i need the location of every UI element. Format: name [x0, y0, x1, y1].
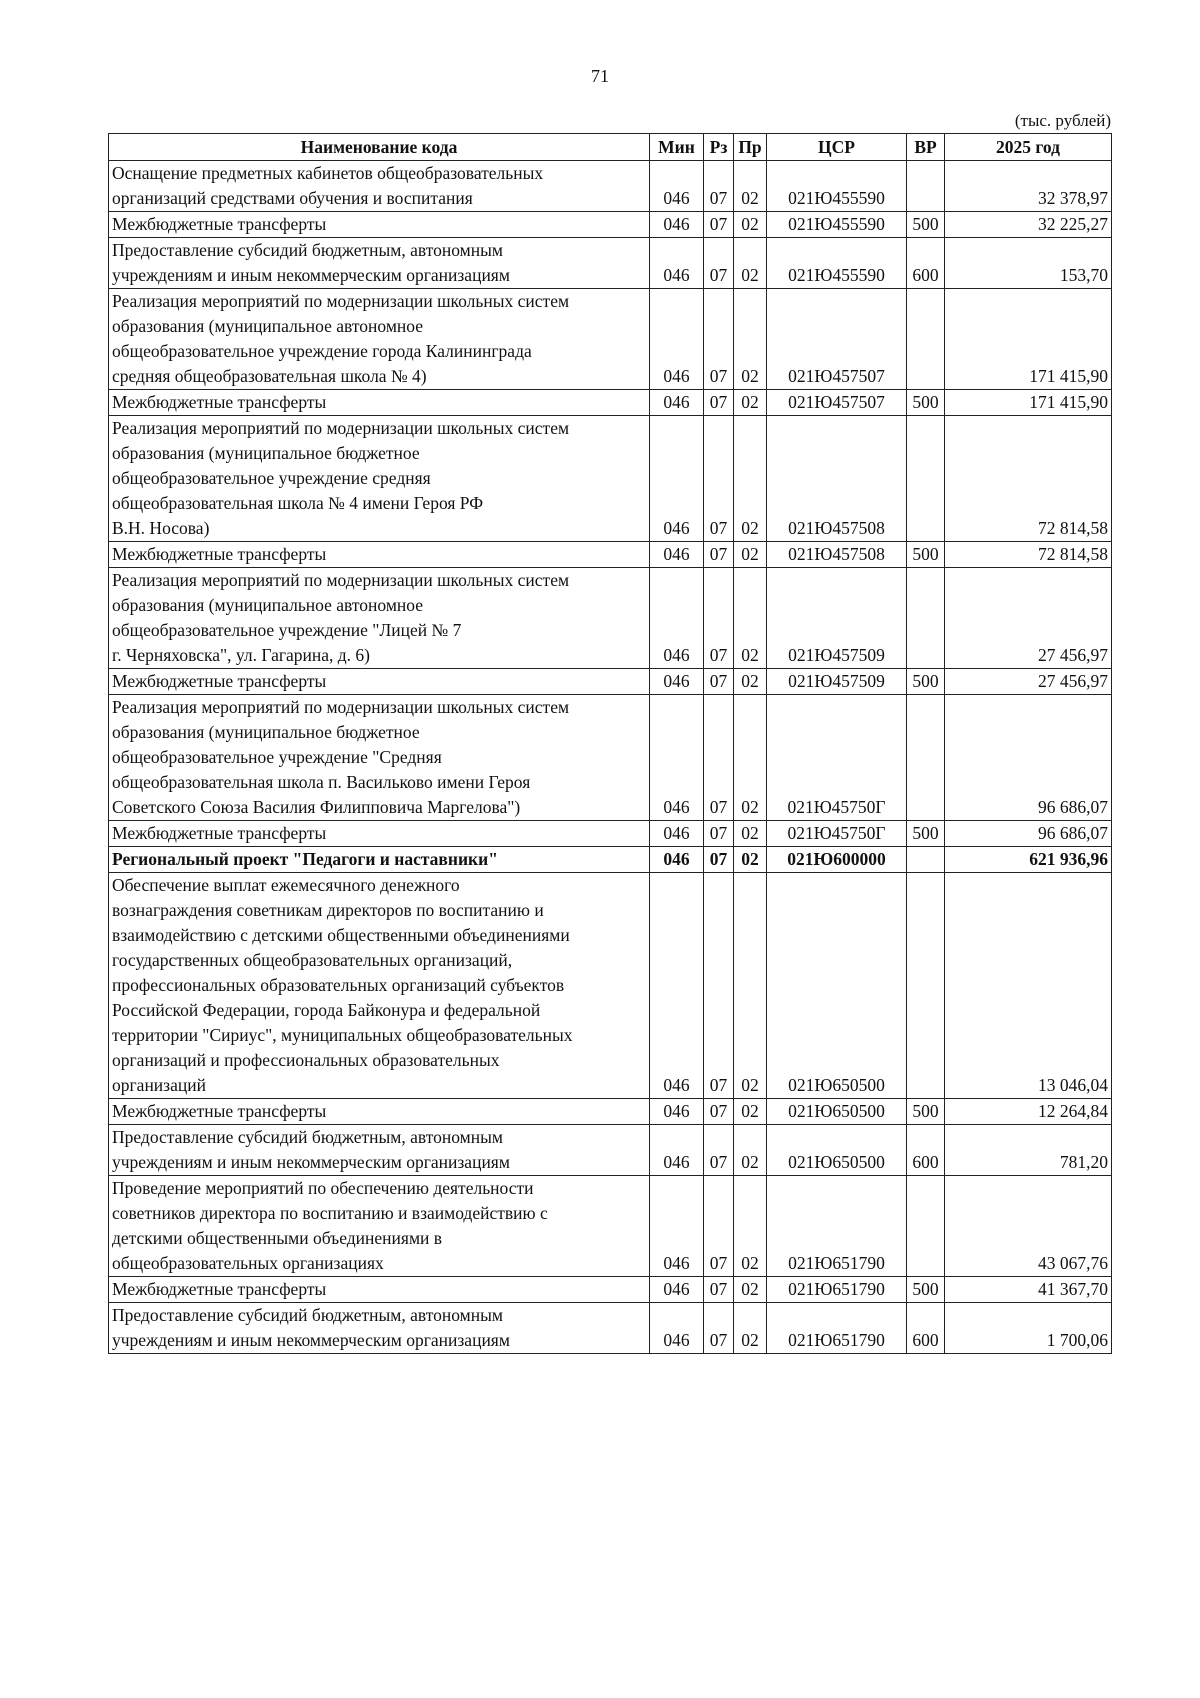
cell-pr: 02 [734, 1176, 767, 1277]
cell-rz: 07 [704, 669, 734, 695]
cell-min: 046 [650, 695, 704, 821]
cell-min: 046 [650, 821, 704, 847]
cell-amount: 32 225,27 [945, 212, 1112, 238]
cell-name: Реализация мероприятий по модернизации школьных систем образования (муниципальное автономное общеобразовательное учреждение "Лицей № 7 г. Черняховска", ул. Гагарина, д. 6) [109, 568, 650, 669]
cell-csr: 021Ю45750Г [767, 695, 907, 821]
cell-amount: 32 378,97 [945, 161, 1112, 212]
cell-amount: 13 046,04 [945, 873, 1112, 1099]
table-row [109, 416, 1112, 542]
cell-rz: 07 [704, 416, 734, 542]
cell-pr: 02 [734, 1125, 767, 1176]
cell-amount: 171 415,90 [945, 289, 1112, 390]
header-pr: Пр [734, 134, 767, 161]
cell-name: Предоставление субсидий бюджетным, автономным учреждениям и иным некоммерческим организациям [109, 238, 650, 289]
table-row [109, 1176, 1112, 1277]
cell-pr: 02 [734, 1303, 767, 1354]
cell-rz: 07 [704, 695, 734, 821]
cell-amount: 72 814,58 [945, 542, 1112, 568]
cell-amount: 781,20 [945, 1125, 1112, 1176]
cell-min: 046 [650, 669, 704, 695]
cell-pr: 02 [734, 212, 767, 238]
cell-min: 046 [650, 847, 704, 873]
cell-vr [907, 289, 945, 390]
cell-csr: 021Ю457509 [767, 669, 907, 695]
cell-rz: 07 [704, 847, 734, 873]
cell-vr: 500 [907, 669, 945, 695]
cell-rz: 07 [704, 821, 734, 847]
cell-amount: 12 264,84 [945, 1099, 1112, 1125]
cell-name: Обеспечение выплат ежемесячного денежного вознаграждения советникам директоров по воспитанию и взаимодействию с детскими общественными объединениями государственных общеобразовательных организаций, профессиональных образовательных организаций субъектов Российской Федерации, города Байконура и федеральной территории "Сириус", муниципальных общеобразовательных организаций и профессиональных образовательных организаций [109, 873, 650, 1099]
cell-amount: 171 415,90 [945, 390, 1112, 416]
cell-csr: 021Ю455590 [767, 161, 907, 212]
cell-rz: 07 [704, 238, 734, 289]
table-row [109, 873, 1112, 1099]
cell-name: Реализация мероприятий по модернизации школьных систем образования (муниципальное бюджетное общеобразовательное учреждение "Средняя общеобразовательная школа п. Васильково имени Героя Советского Союза Василия Филипповича Маргелова") [109, 695, 650, 821]
cell-amount: 41 367,70 [945, 1277, 1112, 1303]
cell-csr: 021Ю455590 [767, 212, 907, 238]
cell-min: 046 [650, 161, 704, 212]
cell-csr: 021Ю600000 [767, 847, 907, 873]
cell-name: Оснащение предметных кабинетов общеобразовательных организаций средствами обучения и воспитания [109, 161, 650, 212]
cell-pr: 02 [734, 542, 767, 568]
cell-rz: 07 [704, 289, 734, 390]
cell-vr [907, 847, 945, 873]
cell-rz: 07 [704, 1099, 734, 1125]
cell-rz: 07 [704, 390, 734, 416]
cell-min: 046 [650, 568, 704, 669]
cell-min: 046 [650, 1099, 704, 1125]
cell-min: 046 [650, 238, 704, 289]
cell-amount: 27 456,97 [945, 669, 1112, 695]
header-rz: Рз [704, 134, 734, 161]
cell-name: Предоставление субсидий бюджетным, автономным учреждениям и иным некоммерческим организациям [109, 1303, 650, 1354]
cell-vr [907, 568, 945, 669]
cell-min: 046 [650, 873, 704, 1099]
cell-name: Межбюджетные трансферты [109, 1277, 650, 1303]
table-row [109, 1099, 1112, 1125]
units-label: (тыс. рублей) [1014, 111, 1111, 130]
cell-csr: 021Ю457507 [767, 390, 907, 416]
table-row [109, 821, 1112, 847]
header-csr: ЦСР [767, 134, 907, 161]
cell-vr [907, 161, 945, 212]
cell-rz: 07 [704, 1125, 734, 1176]
cell-csr: 021Ю455590 [767, 238, 907, 289]
page-number: 71 [591, 66, 609, 86]
cell-pr: 02 [734, 695, 767, 821]
cell-vr: 500 [907, 1277, 945, 1303]
cell-pr: 02 [734, 416, 767, 542]
cell-pr: 02 [734, 669, 767, 695]
cell-vr [907, 695, 945, 821]
cell-rz: 07 [704, 1277, 734, 1303]
cell-vr [907, 1176, 945, 1277]
cell-min: 046 [650, 542, 704, 568]
cell-pr: 02 [734, 821, 767, 847]
cell-name: Межбюджетные трансферты [109, 821, 650, 847]
cell-name: Межбюджетные трансферты [109, 390, 650, 416]
cell-min: 046 [650, 1277, 704, 1303]
table-row [109, 669, 1112, 695]
cell-csr: 021Ю457509 [767, 568, 907, 669]
cell-amount: 621 936,96 [945, 847, 1112, 873]
cell-vr: 600 [907, 1303, 945, 1354]
cell-amount: 96 686,07 [945, 695, 1112, 821]
cell-min: 046 [650, 289, 704, 390]
table-row [109, 289, 1112, 390]
cell-name: Межбюджетные трансферты [109, 212, 650, 238]
cell-amount: 153,70 [945, 238, 1112, 289]
table-row [109, 161, 1112, 212]
table-body [109, 161, 1112, 1354]
header-year: 2025 год [945, 134, 1112, 161]
cell-vr [907, 873, 945, 1099]
cell-pr: 02 [734, 390, 767, 416]
cell-rz: 07 [704, 568, 734, 669]
table-row [109, 212, 1112, 238]
cell-csr: 021Ю651790 [767, 1176, 907, 1277]
cell-pr: 02 [734, 289, 767, 390]
cell-name: Межбюджетные трансферты [109, 669, 650, 695]
cell-min: 046 [650, 212, 704, 238]
cell-pr: 02 [734, 1099, 767, 1125]
cell-csr: 021Ю457508 [767, 542, 907, 568]
cell-pr: 02 [734, 847, 767, 873]
cell-amount: 96 686,07 [945, 821, 1112, 847]
cell-amount: 43 067,76 [945, 1176, 1112, 1277]
cell-csr: 021Ю457508 [767, 416, 907, 542]
table-row [109, 847, 1112, 873]
cell-rz: 07 [704, 161, 734, 212]
cell-name: Реализация мероприятий по модернизации школьных систем образования (муниципальное автономное общеобразовательное учреждение города Калининграда средняя общеобразовательная школа № 4) [109, 289, 650, 390]
cell-name: Предоставление субсидий бюджетным, автономным учреждениям и иным некоммерческим организациям [109, 1125, 650, 1176]
cell-min: 046 [650, 390, 704, 416]
table-header-row [109, 134, 1112, 161]
table-row [109, 1277, 1112, 1303]
cell-amount: 27 456,97 [945, 568, 1112, 669]
cell-vr: 500 [907, 821, 945, 847]
cell-pr: 02 [734, 568, 767, 669]
cell-rz: 07 [704, 1303, 734, 1354]
cell-rz: 07 [704, 873, 734, 1099]
cell-csr: 021Ю651790 [767, 1303, 907, 1354]
table-row [109, 238, 1112, 289]
cell-amount: 72 814,58 [945, 416, 1112, 542]
cell-pr: 02 [734, 161, 767, 212]
cell-csr: 021Ю651790 [767, 1277, 907, 1303]
cell-min: 046 [650, 1303, 704, 1354]
cell-vr: 500 [907, 542, 945, 568]
cell-name: Межбюджетные трансферты [109, 542, 650, 568]
table-row [109, 542, 1112, 568]
cell-vr: 600 [907, 1125, 945, 1176]
cell-vr: 600 [907, 238, 945, 289]
cell-min: 046 [650, 1176, 704, 1277]
table-row [109, 568, 1112, 669]
header-min: Мин [650, 134, 704, 161]
cell-rz: 07 [704, 1176, 734, 1277]
budget-table [108, 133, 1112, 1354]
cell-min: 046 [650, 1125, 704, 1176]
cell-vr [907, 416, 945, 542]
cell-csr: 021Ю650500 [767, 1125, 907, 1176]
table-row [109, 695, 1112, 821]
cell-rz: 07 [704, 212, 734, 238]
table-row [109, 1303, 1112, 1354]
cell-vr: 500 [907, 390, 945, 416]
table-row [109, 390, 1112, 416]
table-row [109, 1125, 1112, 1176]
cell-name: Региональный проект "Педагоги и наставники" [109, 847, 650, 873]
cell-csr: 021Ю650500 [767, 1099, 907, 1125]
cell-pr: 02 [734, 1277, 767, 1303]
cell-min: 046 [650, 416, 704, 542]
cell-name: Проведение мероприятий по обеспечению деятельности советников директора по воспитанию и взаимодействию с детскими общественными объединениями в общеобразовательных организациях [109, 1176, 650, 1277]
cell-vr: 500 [907, 1099, 945, 1125]
cell-rz: 07 [704, 542, 734, 568]
cell-name: Реализация мероприятий по модернизации школьных систем образования (муниципальное бюджетное общеобразовательное учреждение средняя общеобразовательная школа № 4 имени Героя РФ В.Н. Носова) [109, 416, 650, 542]
cell-csr: 021Ю457507 [767, 289, 907, 390]
cell-amount: 1 700,06 [945, 1303, 1112, 1354]
header-vr: ВР [907, 134, 945, 161]
cell-pr: 02 [734, 873, 767, 1099]
cell-name: Межбюджетные трансферты [109, 1099, 650, 1125]
cell-csr: 021Ю45750Г [767, 821, 907, 847]
cell-csr: 021Ю650500 [767, 873, 907, 1099]
header-name: Наименование кода [109, 134, 650, 161]
cell-pr: 02 [734, 238, 767, 289]
cell-vr: 500 [907, 212, 945, 238]
